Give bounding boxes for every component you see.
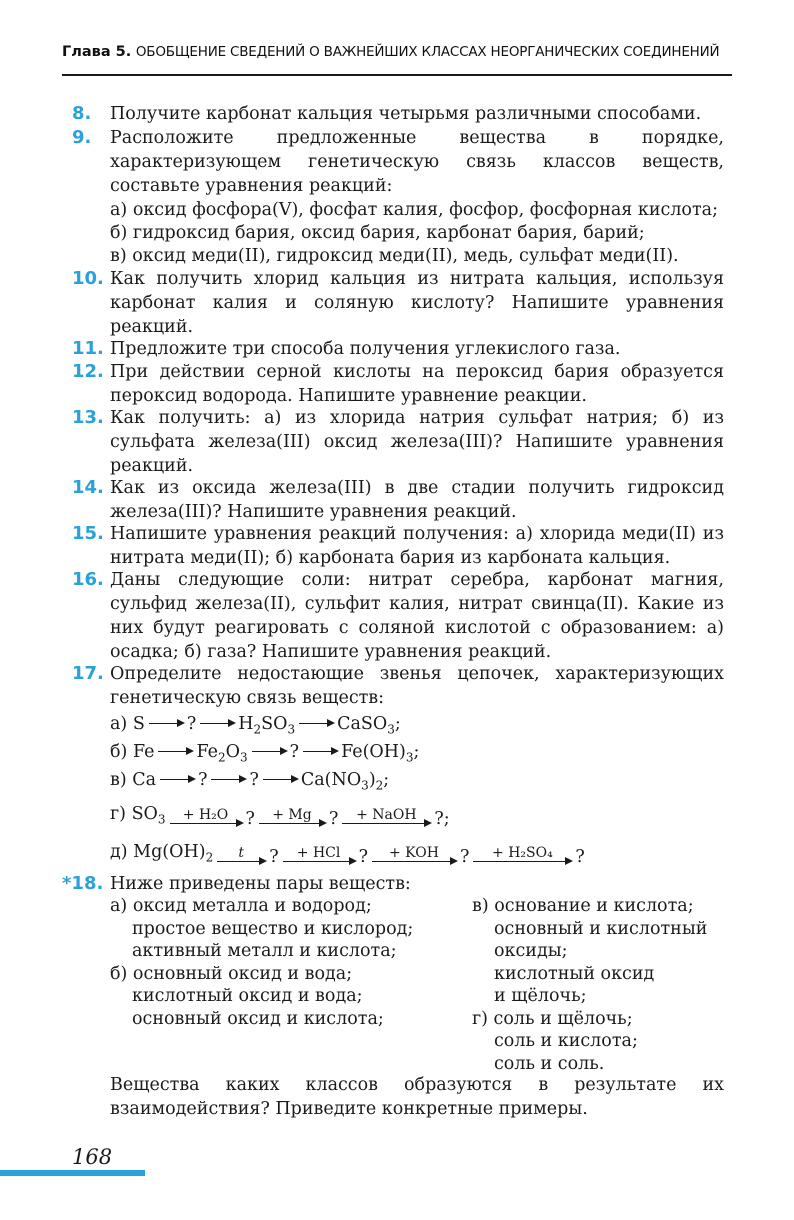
pair-item: б) основный оксид и вода; [110, 963, 353, 984]
pair-item: простое вещество и кислород; [132, 918, 414, 939]
question-number: 12. [72, 361, 104, 382]
question-number: 17. [72, 663, 104, 684]
chapter-title: ОБОБЩЕНИЕ СВЕДЕНИЙ О ВАЖНЕЙШИХ КЛАССАХ НЕОРГАНИЧЕСКИХ СОЕДИНЕНИЙ [135, 44, 720, 60]
question-text: Предложите три способа получения углекислого газа. [110, 339, 621, 359]
question-text: Ниже приведены пары веществ: [110, 874, 411, 894]
chain-label: г) [110, 803, 132, 824]
question-number: 14. [72, 477, 104, 498]
unknown-mark: ? [245, 809, 255, 829]
arrow-icon [160, 779, 194, 780]
chain-label: в) [110, 770, 133, 790]
unknown-mark: ? [328, 809, 339, 829]
arrow-icon [252, 751, 286, 752]
question-text: Получите карбонат кальция четырьмя различными способами. [110, 104, 702, 124]
chapter-label: Глава 5. [62, 44, 132, 60]
unknown-mark: ? [186, 714, 197, 734]
question-text: Напишите уравнения реакций получения: а) хлорида меди(II) из нитрата меди(II); б) карбоната бария из карбоната кальция. [110, 524, 724, 568]
arrow-icon [211, 779, 245, 780]
reagent-label: + NaOH [356, 807, 417, 823]
question-number: 13. [72, 407, 104, 428]
reagent-label: + H₂O [182, 807, 229, 823]
pair-item: кислотный оксид и вода; [132, 986, 363, 1006]
chain-d: д) $Mg(OH)_2$ t ? + HCl ? + KOH ? + H₂SO₄ ? [110, 841, 585, 867]
reaction-arrow [259, 807, 325, 831]
question-text: Даны следующие соли: нитрат серебра, карбонат магния, сульфид железа(II), сульфит калия, нитрат свинца(II). Какие из них будут реагировать с соляной кислотой с образованием: а) осадка; б) газа? Напишите уравнения реакций. [110, 570, 724, 662]
pair-item: основный и кислотный [494, 918, 708, 939]
reagent-label: + Mg [272, 807, 312, 823]
option-a: а) оксид фосфора(V), фосфат калия, фосфор, фосфорная кислота; [110, 200, 718, 220]
arrow-icon [200, 723, 234, 724]
chain-label: а) [110, 714, 133, 734]
question-number: 15. [72, 523, 104, 544]
right-column [472, 895, 707, 1075]
question-number: 10. [72, 268, 104, 289]
question-number: *18. [62, 873, 104, 894]
chain-v: в) Ca ? ? $Ca(NO_3)_2$; [110, 770, 390, 793]
arrow-icon [303, 751, 337, 752]
reaction-arrow [283, 845, 355, 869]
chain-a: а) S ? $H_2SO_3$ CaSO$_3$; [110, 714, 401, 737]
unknown-mark: ? [269, 847, 279, 867]
pair-item: соль и кислота; [494, 1031, 638, 1051]
page-number: 168 [72, 1145, 113, 1169]
unknown-mark: ? [459, 847, 470, 867]
question-number: 11. [72, 338, 104, 359]
pair-item: основный оксид и кислота; [132, 1008, 384, 1029]
chain-b: б) Fe $Fe_2O_3$ ? $Fe(OH)_3$; [110, 742, 420, 765]
question-text: Определите недостающие звенья цепочек, характеризующих генетическую связь веществ: [110, 664, 724, 708]
question-number: 9. [72, 127, 92, 148]
reaction-arrow [372, 845, 456, 869]
question-text: При действии серной кислоты на пероксид бария образуется пероксид водорода. Напишите уравнение реакции. [110, 362, 724, 406]
arrow-icon [299, 723, 333, 724]
question-text: Расположите предложенные вещества в порядке, характеризующем генетическую связь классов веществ, составьте уравнения реакций: [110, 128, 724, 196]
question-text: Как получить хлорид кальция из нитрата кальция, используя карбонат калия и соляную кислоту? Напишите уравнения реакций. [110, 269, 724, 337]
pair-item: в) основание и кислота; [472, 896, 694, 916]
left-column [110, 895, 413, 1030]
option-b: б) гидроксид бария, оксид бария, карбонат бария, барий; [110, 223, 645, 243]
unknown-mark: ? [358, 847, 368, 867]
running-header [62, 44, 732, 76]
reaction-arrow [342, 807, 430, 831]
question-text: Как из оксида железа(III) в две стадии получить гидроксид железа(III)? Напишите уравнения реакций. [110, 478, 724, 522]
reaction-arrow [170, 807, 242, 831]
arrow-icon [158, 751, 192, 752]
arrow-icon [263, 779, 297, 780]
pair-item: активный металл и кислота; [132, 941, 397, 961]
pair-item: кислотный оксид [494, 963, 655, 984]
pair-item: оксиды; [494, 941, 568, 961]
page-number-bar [0, 1170, 145, 1176]
chain-label: д) [110, 841, 134, 862]
pair-item: и щёлочь; [494, 986, 587, 1006]
chain-g: г) $SO_3$ + H₂O ? + Mg ? + NaOH ?; [110, 803, 450, 829]
option-v: в) оксид меди(II), гидроксид меди(II), медь, сульфат меди(II). [110, 246, 679, 266]
pair-item: г) соль и щёлочь; [472, 1008, 633, 1029]
reaction-arrow [217, 845, 265, 869]
question-number: 8. [72, 103, 92, 124]
question-number: 16. [72, 569, 104, 590]
question-text: Как получить: а) из хлорида натрия сульфат натрия; б) из сульфата железа(III) оксид железа(III)? Напишите уравнения реакций. [110, 408, 724, 476]
unknown-mark: ? [198, 770, 208, 790]
reagent-label: + HCl [296, 845, 341, 861]
pair-item: соль и соль. [494, 1053, 605, 1074]
unknown-mark: ? [249, 770, 259, 790]
reagent-label: + H₂SO₄ [492, 845, 553, 861]
reagent-label: + KOH [389, 845, 439, 861]
reaction-arrow [473, 845, 571, 869]
arrow-icon [149, 723, 183, 724]
chain-label: б) [110, 742, 133, 762]
pair-item: а) оксид металла и водород; [110, 896, 372, 916]
unknown-mark: ? [575, 847, 585, 867]
question-footer: Вещества каких классов образуются в результате их взаимодействия? Приведите конкретные примеры. [110, 1075, 724, 1119]
reagent-label: t [238, 845, 245, 861]
unknown-mark: ? [289, 742, 300, 762]
